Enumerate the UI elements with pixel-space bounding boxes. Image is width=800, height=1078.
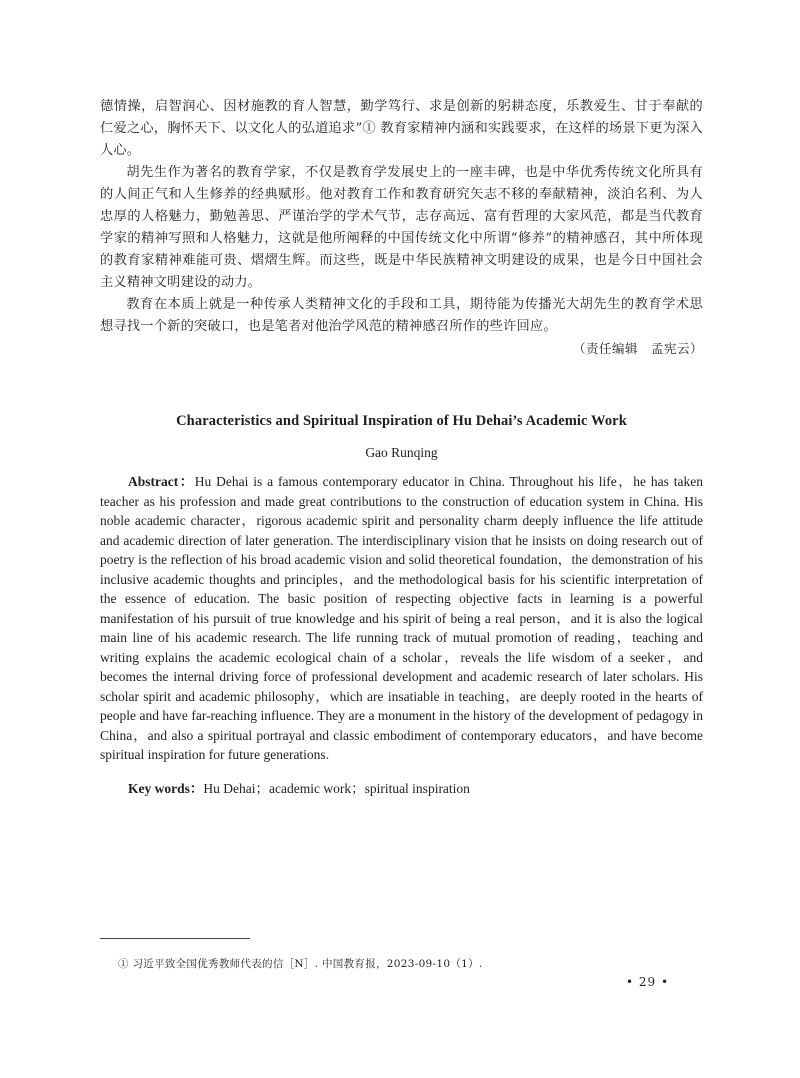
keywords-text: Hu Dehai；academic work；spiritual inspiration xyxy=(203,781,470,796)
page-number: • 29 • xyxy=(626,975,670,989)
editor-credit: （责任编辑 孟宪云） xyxy=(572,341,703,356)
chinese-body xyxy=(100,96,703,357)
english-title: Characteristics and Spiritual Inspiration of Hu Dehai’s Academic Work xyxy=(176,413,627,429)
body-paragraph-2: 胡先生作为著名的教育学家，不仅是教育学发展史上的一座丰碑，也是中华优秀传统文化所具有的人间正气和人生修养的经典赋形。他对教育工作和教育研究矢志不移的奉献精神，淡泊名利、为人忠厚的人格魅力，勤勉善思、严谨治学的学术气节，志存高远、富有哲理的大家风范，都是当代教育学家的精神写照和人格魅力，这就是他所阐释的中国传统文化中所谓“修养”的精神感召，其中所体现的教育家精神难能可贵、熠熠生辉。而这些，既是中华民族精神文明建设的成果，也是今日中国社会主义精神文明建设的动力。 xyxy=(100,165,703,290)
abstract-label: Abstract： xyxy=(128,474,195,489)
english-keywords xyxy=(100,779,703,799)
keywords-label: Key words： xyxy=(128,781,204,796)
footnote-divider xyxy=(100,938,250,939)
abstract-text: Hu Dehai is a famous contemporary educator in China. Throughout his life，he has taken teacher as his profession and made great contributions to the construction of education system in China. His noble academic character，rigorous academic spirit and personality charm deeply influence the life attitude and academic direction of later generation. The interdisciplinary vision that he insists on doing research out of poetry is the reflection of his broad academic vision and solid theoretical foundation，the demonstration of his inclusive academic thoughts and principles，and the methodological basis for his scientific interpretation of the essence of education. The basic position of respecting objective facts in learning is a powerful manifestation of his pursuit of true knowledge and his spirit of being a real person，and it is also the logical main line of his academic research. The life running track of mutual promotion of reading，teaching and writing explains the academic ecological chain of a scholar，reveals the life wisdom of a seeker，and becomes the internal driving force of professional development and academic research of later scholars. His scholar spirit and academic philosophy，which are insatiable in teaching，are deeply rooted in the hearts of people and have far-reaching influence. They are a monument in the history of the development of pedagogy in China，and also a spiritual portrayal and classic embodiment of contemporary educators，and have become spiritual inspiration for future generations. xyxy=(100,474,704,762)
english-abstract xyxy=(100,472,703,765)
english-author: Gao Runqing xyxy=(365,445,438,460)
body-paragraph-1: 德情操，启智润心、因材施教的育人智慧，勤学笃行、求是创新的躬耕态度，乐教爱生、甘于奉献的仁爱之心，胸怀天下、以文化人的弘道追求”① 教育家精神内涵和实践要求，在这样的场景下更为深入人心。 xyxy=(100,99,703,158)
body-paragraph-3: 教育在本质上就是一种传承人类精神文化的手段和工具，期待能为传播光大胡先生的教育学术思想寻找一个新的突破口，也是笔者对他治学风范的精神感召所作的些许回应。 xyxy=(100,297,703,334)
footnote: ① 习近平致全国优秀教师代表的信［N］. 中国教育报，2023-09-10（1）. xyxy=(118,958,483,970)
